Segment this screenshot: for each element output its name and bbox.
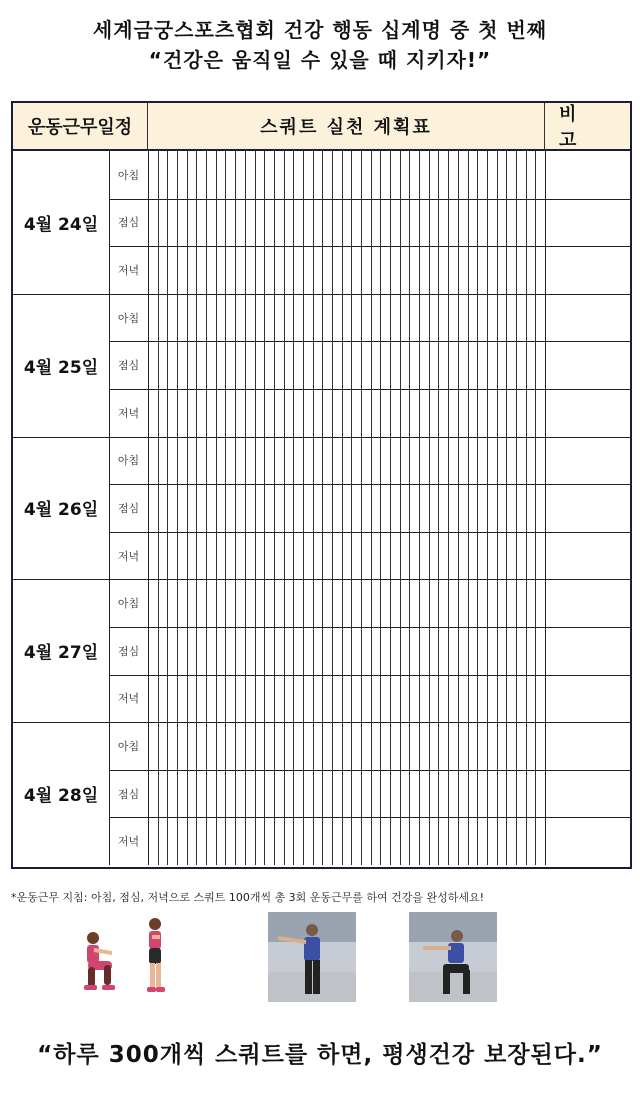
exercise-guideline-note: *운동근무 지침: 아침, 점심, 저녁으로 스쿼트 100개씩 총 3회 운동근무를 하여 건강을 완성하세요!	[11, 891, 485, 904]
squat-photo-front	[268, 912, 356, 1002]
header-schedule: 운동근무일정	[13, 103, 148, 151]
tally-grid-line	[458, 151, 459, 865]
tally-grid-line	[429, 151, 430, 865]
tally-grid-line	[477, 151, 478, 865]
tally-grid-line	[497, 151, 498, 865]
tally-grid-line	[177, 151, 178, 865]
meal-label: 아침	[117, 739, 140, 753]
tally-grid-line	[196, 151, 197, 865]
meal-label: 점심	[117, 501, 140, 515]
meal-label: 저녁	[117, 835, 140, 849]
tally-grid-line	[526, 151, 527, 865]
tally-grid-line	[535, 151, 536, 865]
tally-grid-line	[206, 151, 207, 865]
tally-grid-line	[438, 151, 439, 865]
tally-grid-line	[516, 151, 517, 865]
tally-grid-line	[419, 151, 420, 865]
meal-label: 아침	[117, 311, 140, 325]
tally-grid-line	[303, 151, 304, 865]
tally-grid-line	[380, 151, 381, 865]
page-title: 세계금궁스포츠협회 건강 행동 십계명 중 첫 번째	[92, 18, 548, 42]
tally-grid-line	[158, 151, 159, 865]
meal-label: 아침	[117, 454, 140, 468]
tally-grid-line	[284, 151, 285, 865]
meal-label: 저녁	[117, 549, 140, 563]
meal-label: 점심	[117, 787, 140, 801]
meal-label: 아침	[117, 597, 140, 611]
tally-grid-line	[409, 151, 410, 865]
tally-grid-line	[293, 151, 294, 865]
day-date-cell: 4월 26일	[23, 500, 99, 521]
meal-label: 점심	[117, 359, 140, 373]
day-date-cell: 4월 24일	[23, 214, 99, 235]
tally-grid-line	[167, 151, 168, 865]
meal-label: 저녁	[117, 406, 140, 420]
meal-label: 저녁	[117, 692, 140, 706]
tally-grid-line	[351, 151, 352, 865]
tally-grid-line	[274, 151, 275, 865]
column-divider	[148, 151, 149, 865]
day-date-cell: 4월 27일	[23, 643, 99, 664]
header-notes: 비 고	[545, 103, 630, 151]
tally-grid-line	[264, 151, 265, 865]
tally-grid-line	[506, 151, 507, 865]
meal-label: 저녁	[117, 263, 140, 277]
page-subtitle: “건강은 움직일 수 있을 때 지키자!”	[148, 48, 492, 72]
column-divider	[109, 151, 110, 865]
day-date-cell: 4월 25일	[23, 357, 99, 378]
tally-grid-line	[255, 151, 256, 865]
meal-label: 점심	[117, 216, 140, 230]
tally-grid-line	[448, 151, 449, 865]
squat-illustration	[60, 915, 180, 1005]
tally-grid-line	[313, 151, 314, 865]
tally-grid-line	[235, 151, 236, 865]
tally-grid-line	[468, 151, 469, 865]
meal-label: 점심	[117, 644, 140, 658]
squat-photo-low	[409, 912, 497, 1002]
tally-grid-line	[245, 151, 246, 865]
tally-grid-line	[216, 151, 217, 865]
tally-grid-line	[371, 151, 372, 865]
day-date-cell: 4월 28일	[23, 786, 99, 807]
tally-grid-line	[390, 151, 391, 865]
tally-grid-line	[225, 151, 226, 865]
column-divider	[545, 151, 546, 865]
tally-grid-line	[487, 151, 488, 865]
tally-grid-line	[342, 151, 343, 865]
tally-grid-line	[322, 151, 323, 865]
meal-label: 아침	[117, 168, 140, 182]
slogan: “하루 300개씩 스쿼트를 하면, 평생건강 보장된다.”	[37, 1042, 603, 1068]
tally-grid-line	[332, 151, 333, 865]
tally-grid-line	[187, 151, 188, 865]
tally-grid-line	[400, 151, 401, 865]
tally-grid-line	[361, 151, 362, 865]
header-squat-plan: 스쿼트 실천 계획표	[148, 103, 545, 151]
squat-plan-table	[11, 101, 632, 869]
